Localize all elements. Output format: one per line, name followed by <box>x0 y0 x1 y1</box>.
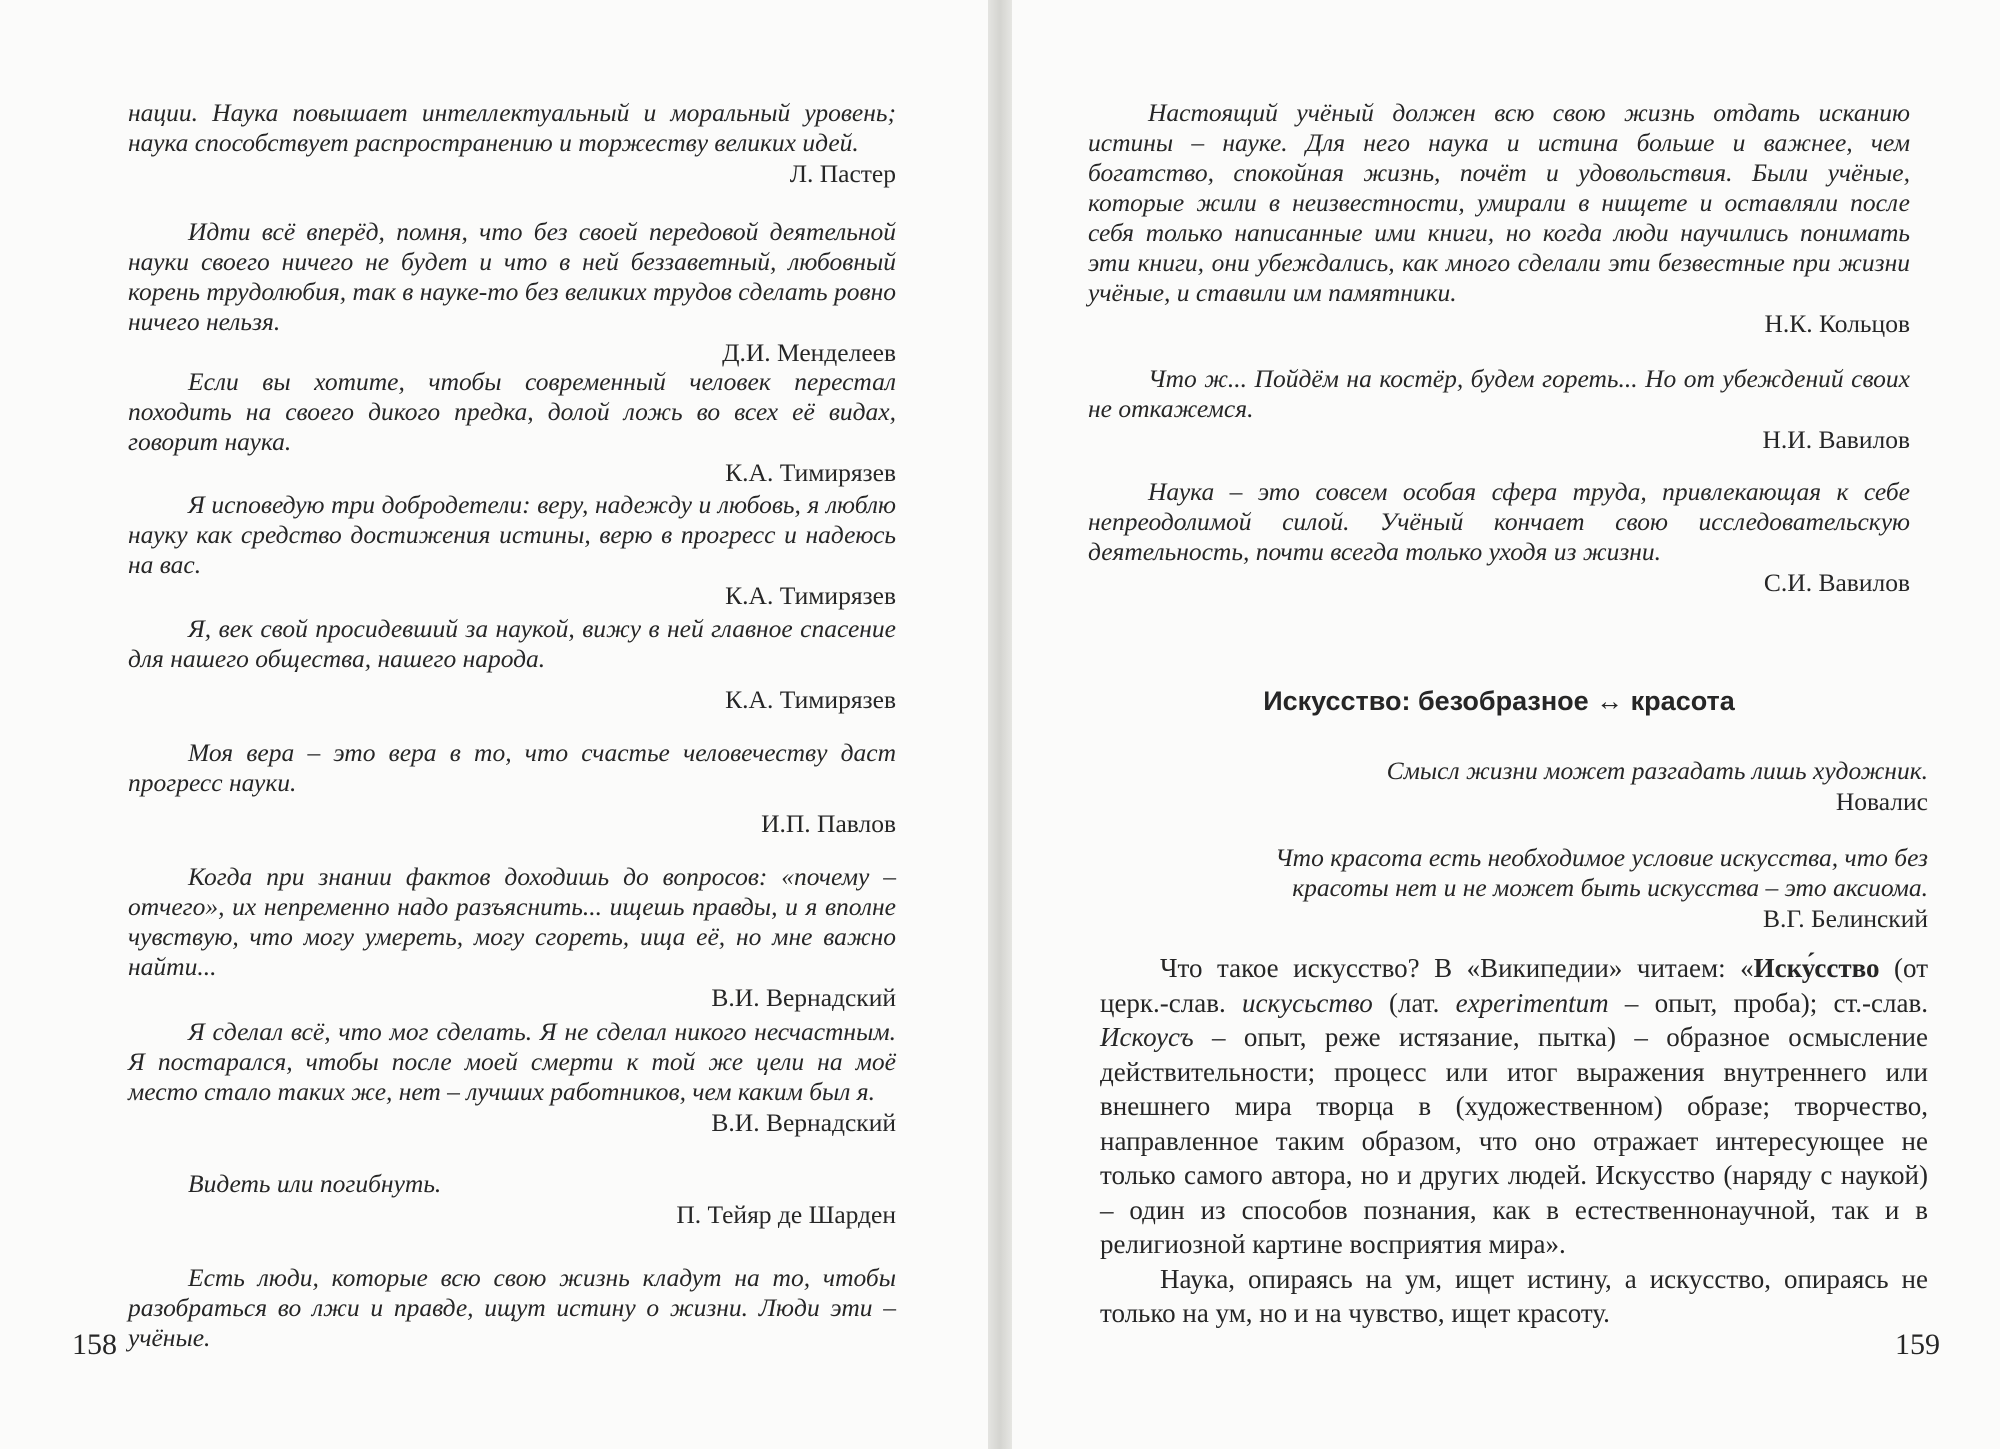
paragraph: Наука, опираясь на ум, ищет истину, а искусство, опираясь не только на ум, но и на чувство, ищет красоту. <box>1100 1263 1928 1328</box>
epigraph-author: В.Г. Белинский <box>1763 904 1928 933</box>
page-number: 159 <box>1895 1328 1940 1361</box>
quote-author: Н.К. Кольцов <box>1764 309 1910 338</box>
term-italic: Искоусъ <box>1100 1022 1194 1052</box>
quote-text: Я сделал всё, что мог сделать. Я не сделал никого несчастным. Я постарался, чтобы после моей смерти к той же цели на моё место стало таких же, нет – лучших работников, чем каким был я. <box>128 1017 896 1106</box>
quote-text: Видеть или погибнуть. <box>188 1169 442 1198</box>
page-number: 158 <box>72 1328 117 1361</box>
quote-author: Н.И. Вавилов <box>1762 425 1910 454</box>
quote-author: В.И. Вернадский <box>711 983 896 1012</box>
quote-block <box>128 614 896 716</box>
quote-text: Когда при знании фактов доходишь до вопросов: «почему – отчего», их непременно надо разъяснить... ищешь правды, и я вполне чувствую, что могу умереть, могу сгореть, ища её, но мне важно найти... <box>128 862 896 981</box>
paragraph-part: – опыт, проба); ст.-слав. <box>1608 987 1928 1018</box>
paragraph-part: – опыт, реже истязание, пытка) – образное осмысление действительности; процесс или итог выражения внутреннего или внешнего мира творца в (художественном) образе; творчество, направленное таким образом, что оно отражает интересующее не только самого автора, но и других людей. Искусство (наряду с наукой) – один из способов познания, как в естественнонаучной, так и в религиозной картине восприятия мира». <box>1100 1022 1928 1259</box>
quote-block <box>128 367 896 489</box>
quote-text: Что ж... Пойдём на костёр, будем гореть... Но от убеждений своих не откажемся. <box>1088 364 1910 423</box>
quote-text: Наука – это совсем особая сфера труда, привлекающая к себе непреодолимой силой. Учёный кончает свою исследовательскую деятельность, почти всегда только уходя из жизни. <box>1088 477 1910 566</box>
paragraph-part: (от церк.-слав. <box>1100 953 1928 1018</box>
epigraph-block <box>1342 756 1928 818</box>
quote-block <box>128 217 896 369</box>
quote-text: нации. Наука повышает интеллектуальный и моральный уровень; наука способствует распространению и торжеству великих идей. <box>128 98 896 157</box>
paragraph <box>1100 951 1928 1262</box>
quote-text: Я, век свой просидевший за наукой, вижу в ней главное спасение для нашего общества, нашего народа. <box>128 614 896 673</box>
quote-text: Я исповедую три добродетели: веру, надежду и любовь, я люблю науку как средство достижения истины, верю в прогресс и надеюсь на вас. <box>128 490 896 579</box>
quote-block <box>128 738 896 840</box>
quote-block <box>128 490 896 612</box>
book-gutter <box>988 0 1012 1449</box>
quote-text: Идти всё вперёд, помня, что без своей передовой деятельной науки своего ничего не будет и что в ней беззаветный, любовный корень трудолюбия, так в науке-то без великих трудов сделать ровно ничего нельзя. <box>128 217 896 336</box>
quote-block <box>128 1017 896 1139</box>
quote-block <box>128 862 896 1014</box>
paragraph-part: (лат. <box>1372 987 1456 1018</box>
quote-author: Л. Пастер <box>789 159 896 188</box>
quote-author: К.А. Тимирязев <box>725 458 896 487</box>
term-italic: искусьство <box>1242 987 1373 1018</box>
quote-text: Моя вера – это вера в то, что счастье человечеству даст прогресс науки. <box>128 738 896 797</box>
quote-author: Д.И. Менделеев <box>722 338 896 367</box>
quote-block <box>128 1169 896 1231</box>
epigraph-text: Что красота есть необходимое условие искусства, что без красоты нет и не может быть искусства – это аксиома. <box>1275 843 1928 902</box>
paragraph-part: Что такое искусство? В «Википедии» читаем: « <box>1160 953 1754 983</box>
quote-text: Если вы хотите, чтобы современный человек перестал походить на своего дикого предка, долой ложь во всех её видах, говорит наука. <box>128 367 896 456</box>
quote-author: С.И. Вавилов <box>1763 568 1910 597</box>
term-italic: experimentum <box>1455 987 1609 1018</box>
epigraph-author: Новалис <box>1835 787 1928 816</box>
quote-block <box>128 98 896 190</box>
quote-author: В.И. Вернадский <box>711 1108 896 1137</box>
epigraph-block <box>1212 843 1928 935</box>
quote-text: Есть люди, которые всю свою жизнь кладут на то, чтобы разобраться во лжи и правде, ищут истину о жизни. Люди эти – учёные. <box>128 1263 896 1352</box>
right-page <box>1012 0 2000 1449</box>
section-heading: Искусство: безобразное ↔ красота <box>1263 686 1735 716</box>
main-text <box>1100 951 1928 1331</box>
quote-text: Настоящий учёный должен всю свою жизнь отдать исканию истины – науке. Для него наука и истина больше и важнее, чем богатство, спокойная жизнь, почёт и удовольствия. Были учёные, которые жили в неизвестности, умирали в нищете и оставляли после себя только написанные ими книги, но когда люди научились понимать эти книги, они убеждались, как много сделали эти безвестные при жизни учёные, и ставили им памятники. <box>1088 98 1910 307</box>
quote-author: П. Тейяр де Шарден <box>676 1200 896 1229</box>
quote-block <box>1088 477 1910 599</box>
quote-block <box>128 1263 896 1353</box>
epigraph-text: Смысл жизни может разгадать лишь художник. <box>1386 756 1928 785</box>
left-page <box>0 0 988 1449</box>
quote-block <box>1088 98 1910 340</box>
quote-author: К.А. Тимирязев <box>725 581 896 610</box>
quote-author: К.А. Тимирязев <box>725 685 896 714</box>
quote-author: И.П. Павлов <box>761 809 896 838</box>
quote-block <box>1088 364 1910 456</box>
term-bold: Иску́сство <box>1753 953 1880 983</box>
